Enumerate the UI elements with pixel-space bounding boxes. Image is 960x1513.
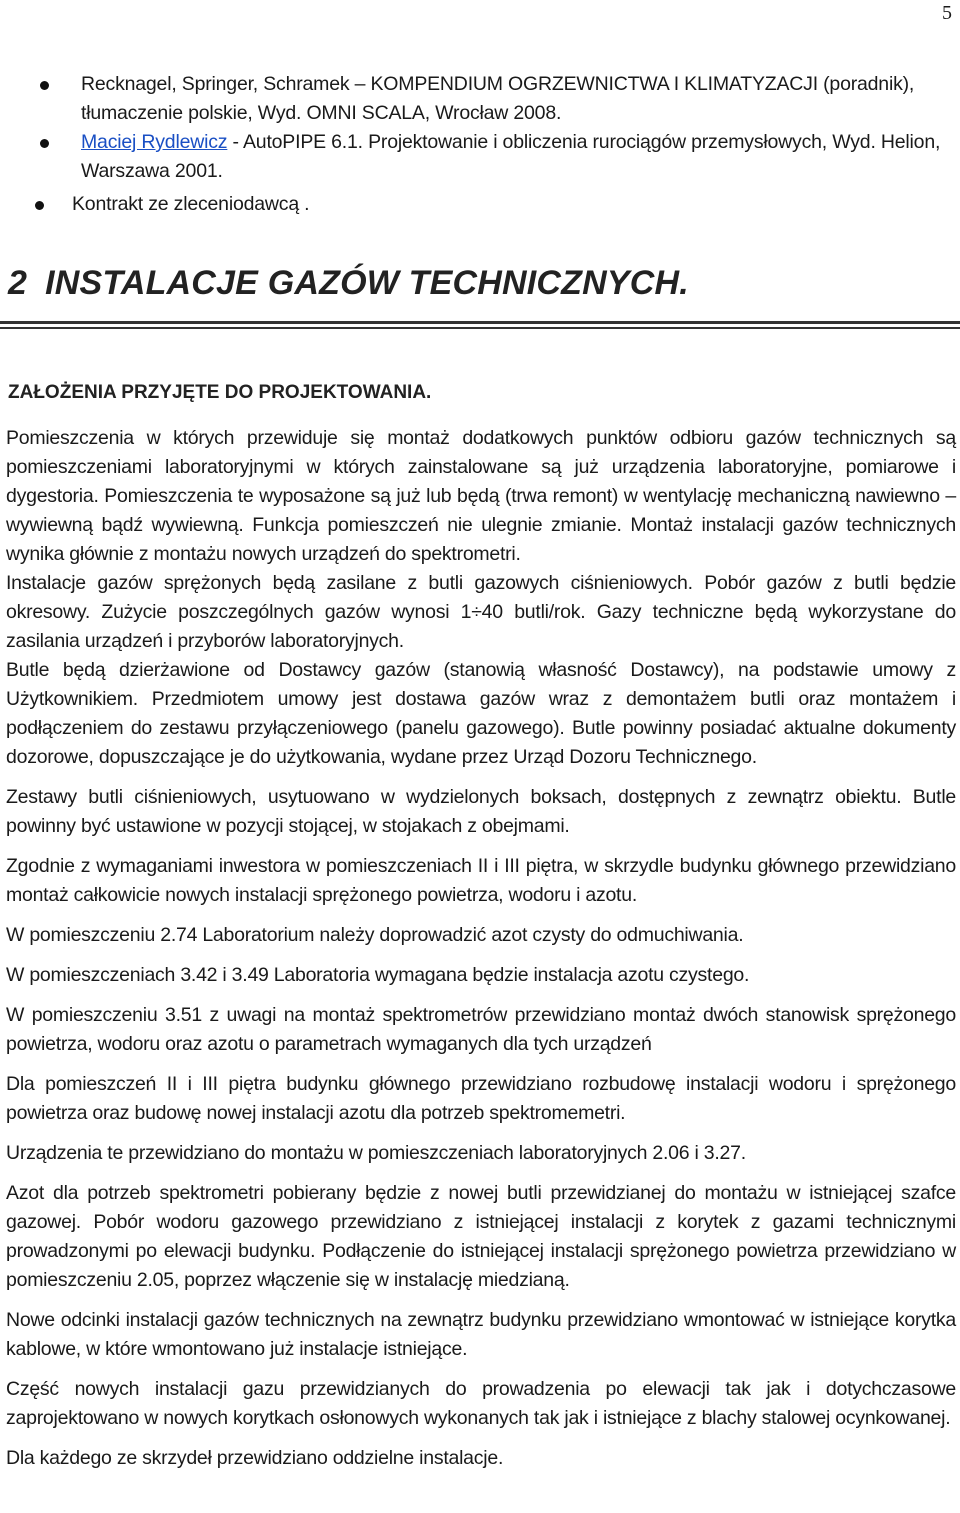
section-title: INSTALACJE GAZÓW TECHNICZNYCH. [45, 264, 689, 302]
author-link[interactable]: Maciej Rydlewicz [81, 131, 228, 153]
paragraph: W pomieszczeniach 3.42 i 3.49 Laboratoria wymagana będzie instalacja azotu czystego. [6, 964, 750, 986]
reference-item [0, 190, 960, 219]
paragraph: Dla każdego ze skrzydeł przewidziano oddzielne instalacje. [6, 1447, 504, 1469]
body-text [6, 424, 956, 1473]
paragraph: Dla pomieszczeń II i III piętra budynku głównego przewidziano rozbudowę instalacji wodoru i sprężonego powietrza oraz budowę nowej instalacji azotu dla potrzeb spektromemetri. [6, 1073, 956, 1124]
paragraph: Nowe odcinki instalacji gazów technicznych na zewnątrz budynku przewidziano wmontować w istniejące korytka kablowe, w które wmontowano już instalacje istniejące. [6, 1309, 956, 1360]
paragraph: Butle będą dzierżawione od Dostawcy gazów (stanowią własność Dostawcy), na podstawie umowy z Użytkownikiem. Przedmiotem umowy jest dostawa gazów wraz z demontażem butli oraz montażem i podłączeniem do zestawu przyłączeniowego (panelu gazowego). Butle powinny posiadać aktualne dokumenty dozorowe, dopuszczające je do użytkowania, wydane przez Urząd Dozoru Technicznego. [6, 659, 956, 768]
bullet-icon [40, 139, 49, 148]
reference-text: Recknagel, Springer, Schramek – KOMPENDIUM OGRZEWNICTWA I KLIMATYZACJI (poradnik), tłumaczenie polskie, Wyd. OMNI SCALA, Wrocław 2008. [81, 73, 915, 124]
paragraph: Instalacje gazów sprężonych będą zasilane z butli gazowych ciśnieniowych. Pobór gazów z butli będzie okresowy. Zużycie poszczególnych gazów wynosi 1÷40 butli/rok. Gazy techniczne będą wykorzystane do zasilania urządzeń i przyborów laboratoryjnych. [6, 572, 956, 652]
page-number: 5 [942, 2, 952, 24]
bullet-icon [40, 81, 49, 90]
heading-rule [0, 321, 960, 324]
reference-item [0, 70, 960, 128]
paragraph: Urządzenia te przewidziano do montażu w pomieszczeniach laboratoryjnych 2.06 i 3.27. [6, 1142, 746, 1164]
reference-item [0, 128, 960, 186]
reference-text: - AutoPIPE 6.1. Projektowanie i obliczenia rurociągów przemysłowych, Wyd. Helion, Warszawa 2001. [81, 131, 941, 182]
paragraph: Pomieszczenia w których przewiduje się montaż dodatkowych punktów odbioru gazów technicznych są pomieszczeniami laboratoryjnymi w których zainstalowane są już urządzenia laboratoryjne, pomiarowe i dygestoria. Pomieszczenia te wyposażone są już lub będą (trwa remont) w wentylację mechaniczną nawiewno –wywiewną bądź wywiewną. Funkcja pomieszczeń nie ulegnie zmianie. Montaż instalacji gazów technicznych wynika głównie z montażu nowych urządzeń do spektrometri. [6, 427, 956, 565]
section-heading [8, 264, 689, 303]
paragraph: W pomieszczeniu 3.51 z uwagi na montaż spektrometrów przewidziano montaż dwóch stanowisk sprężonego powietrza, wodoru oraz azotu o parametrach wymaganych dla tych urządzeń [6, 1004, 956, 1055]
reference-text: Kontrakt ze zleceniodawcą . [72, 193, 310, 215]
paragraph: Zgodnie z wymaganiami inwestora w pomieszczeniach II i III piętra, w skrzydle budynku głównego przewidziano montaż całkowicie nowych instalacji sprężonego powietrza, wodoru i azotu. [6, 855, 956, 906]
bullet-icon [35, 201, 44, 210]
section-number: 2 [8, 264, 28, 302]
paragraph: W pomieszczeniu 2.74 Laboratorium należy doprowadzić azot czysty do odmuchiwania. [6, 924, 744, 946]
heading-rule-thin [0, 327, 960, 329]
reference-list [0, 70, 960, 219]
subheading: ZAŁOŻENIA PRZYJĘTE DO PROJEKTOWANIA. [8, 382, 432, 403]
paragraph: Zestawy butli ciśnieniowych, usytuowano w wydzielonych boksach, dostępnych z zewnątrz obiektu. Butle powinny być ustawione w pozycji stojącej, w stojakach z obejmami. [6, 786, 956, 837]
paragraph: Część nowych instalacji gazu przewidzianych do prowadzenia po elewacji tak jak i dotychczasowe zaprojektowano w nowych korytkach osłonowych wykonanych tak jak i istniejące z blachy stalowej ocynkowanej. [6, 1378, 956, 1429]
paragraph: Azot dla potrzeb spektrometri pobierany będzie z nowej butli przewidzianej do montażu w istniejącej szafce gazowej. Pobór wodoru gazowego przewidziano z istniejącej instalacji z korytek z gazami technicznymi prowadzonymi po elewacji budynku. Podłączenie do istniejącej instalacji sprężonego powietrza przewidziano w pomieszczeniu 2.05, poprzez włączenie się w instalację miedzianą. [6, 1182, 956, 1291]
